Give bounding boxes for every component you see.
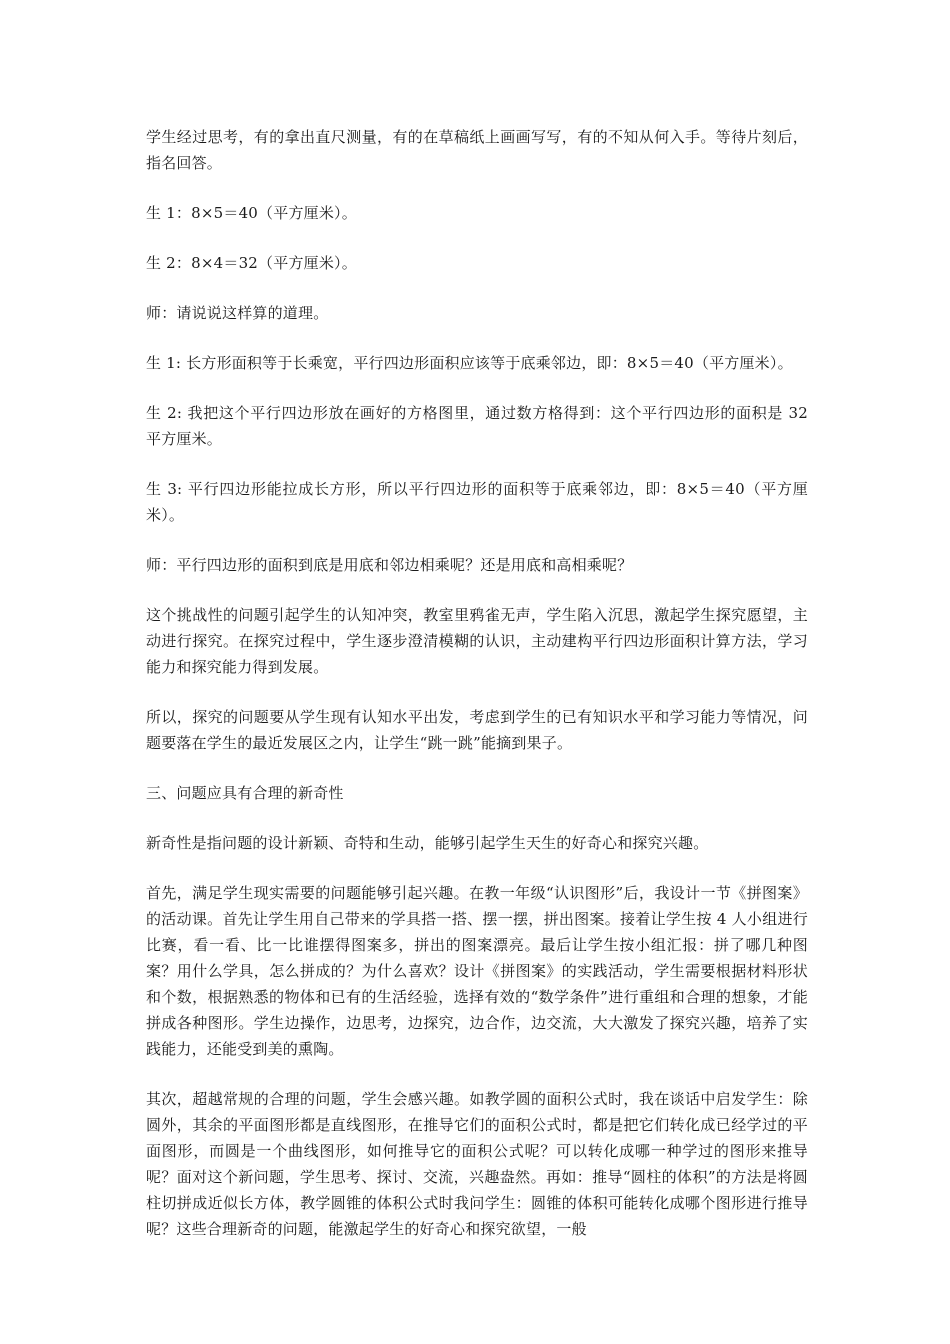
paragraph-first-example: 首先，满足学生现实需要的问题能够引起兴趣。在教一年级“认识图形”后，我设计一节《拼图案》的活动课。首先让学生用自己带来的学具搭一搭、摆一摆，拼出图案。接着让学生按 4 人小组进行比赛，看一看、比一比谁摆得图案多，拼出的图案漂亮。最后让学生按小组汇报：拼了哪几种图案？用什么学具，怎么拼成的？为什么喜欢？设计《拼图案》的实践活动，学生需要根据材料形状和个数，根据熟悉的物体和已有的生活经验，选择有效的“数学条件”进行重组和合理的想象，才能拼成各种图形。学生边操作，边思考，边探究，边合作，边交流，大大激发了探究兴趣，培养了实践能力，还能受到美的熏陶。 (146, 884, 808, 1058)
document-body (146, 124, 808, 1266)
paragraph-analysis: 这个挑战性的问题引起学生的认知冲突，教室里鸦雀无声，学生陷入沉思，激起学生探究愿望，主动进行探究。在探究过程中，学生逐步澄清模糊的认识，主动建构平行四边形面积计算方法，学习能力和探究能力得到发展。 (146, 606, 808, 676)
section-heading: 三、问题应具有合理的新奇性 (146, 784, 344, 802)
paragraph-second-example: 其次，超越常规的合理的问题，学生会感兴趣。如教学圆的面积公式时，我在谈话中启发学生：除圆外，其余的平面图形都是直线图形，在推导它们的面积公式时，都是把它们转化成已经学过的平面图形，而圆是一个曲线图形，如何推导它的面积公式呢？可以转化成哪一种学过的图形来推导呢？面对这个新问题，学生思考、探讨、交流，兴趣盎然。再如：推导“圆柱的体积”的方法是将圆柱切拼成近似长方体，教学圆锥的体积公式时我问学生：圆锥的体积可能转化成哪个图形进行推导呢？这些合理新奇的问题，能激起学生的好奇心和探究欲望，一般 (146, 1090, 808, 1238)
paragraph-novelty-definition: 新奇性是指问题的设计新颖、奇特和生动，能够引起学生天生的好奇心和探究兴趣。 (146, 834, 709, 852)
paragraph-intro: 学生经过思考，有的拿出直尺测量，有的在草稿纸上画画写写，有的不知从何入手。等待片刻后，指名回答。 (146, 128, 808, 172)
paragraph-teacher-challenge: 师：平行四边形的面积到底是用底和邻边相乘呢？还是用底和高相乘呢？ (146, 556, 633, 574)
paragraph-student1-reason: 生 1: 长方形面积等于长乘宽，平行四边形面积应该等于底乘邻边，即：8×5＝40（平方厘米）。 (146, 354, 793, 372)
paragraph-conclusion: 所以，探究的问题要从学生现有认知水平出发，考虑到学生的已有知识水平和学习能力等情况，问题要落在学生的最近发展区之内，让学生“跳一跳”能摘到果子。 (146, 708, 808, 752)
paragraph-student2-reason: 生 2: 我把这个平行四边形放在画好的方格图里，通过数方格得到：这个平行四边形的面积是 32 平方厘米。 (146, 404, 808, 448)
paragraph-teacher-question: 师：请说说这样算的道理。 (146, 304, 329, 322)
paragraph-student1-answer: 生 1：8×5＝40（平方厘米）。 (146, 204, 357, 222)
paragraph-student3-reason: 生 3: 平行四边形能拉成长方形，所以平行四边形的面积等于底乘邻边，即：8×5＝40（平方厘米）。 (146, 480, 808, 524)
paragraph-student2-answer: 生 2：8×4＝32（平方厘米）。 (146, 254, 357, 272)
